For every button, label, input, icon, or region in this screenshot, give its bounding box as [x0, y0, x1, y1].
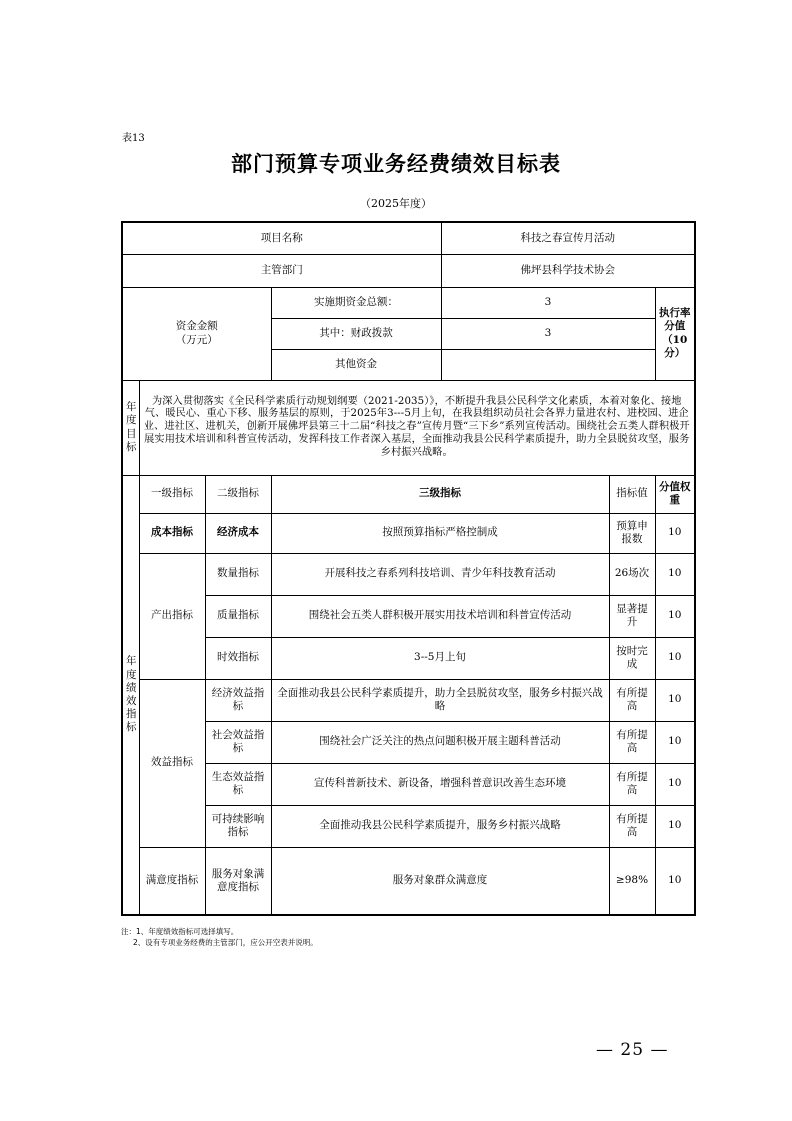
- value-cell: 显著提升: [609, 595, 655, 637]
- level3-cell: 3--5月上旬: [271, 637, 609, 679]
- department-row: [122, 254, 695, 287]
- table-row: [122, 763, 695, 805]
- level2-cell: 服务对象满意度指标: [205, 847, 271, 915]
- annual-goal-row: [122, 380, 695, 475]
- value-cell: 26场次: [609, 553, 655, 595]
- budget-year: （2025年度）: [360, 197, 432, 210]
- header-level2: 二级指标: [205, 475, 271, 513]
- table-number: 表13: [122, 133, 145, 144]
- level3-cell: 全面推动我县公民科学素质提升，助力全县脱贫攻坚，服务乡村振兴战略: [271, 679, 609, 721]
- value-cell: 有所提高: [609, 763, 655, 805]
- funds-fiscal-value: 3: [441, 318, 655, 349]
- level3-cell: 围绕社会广泛关注的热点问题积极开展主题科普活动: [271, 721, 609, 763]
- header-level3: 三级指标: [271, 475, 609, 513]
- weight-cell: 10: [655, 847, 695, 915]
- weight-cell: 10: [655, 805, 695, 847]
- weight-cell: 10: [655, 595, 695, 637]
- table-row: [122, 553, 695, 595]
- value-cell: 预算申报数: [609, 513, 655, 553]
- value-cell: 有所提高: [609, 805, 655, 847]
- level3-cell: 服务对象群众满意度: [271, 847, 609, 915]
- project-name-label: 项目名称: [122, 222, 441, 254]
- weight-cell: 10: [655, 679, 695, 721]
- value-cell: ≥98%: [609, 847, 655, 915]
- funds-total-label: 实施期资金总额：: [271, 287, 441, 318]
- table-row: [122, 637, 695, 679]
- table-notes: [121, 927, 318, 949]
- table-row: [122, 679, 695, 721]
- funds-other-label: 其他资金: [271, 349, 441, 380]
- table-row: [122, 721, 695, 763]
- project-name-row: [122, 222, 695, 254]
- annual-goal-text: 为深入贯彻落实《全民科学素质行动规划纲要（2021-2035）》，不断提升我县公民科学文化素质，本着对象化、接地气、暖民心、重心下移、服务基层的原则，于2025年3---5月上旬，在我县组织动员社会各界力量进农村、进校园、进企业、进社区、进机关，创新开展佛坪县第三十二届“科技之春”宣传月暨“三下乡”系列宣传活动。围绕社会五类人群积极开展实用技术培训和科普宣传活动，发挥科技工作者深入基层，全面推动我县公民科学素质提升，助力全县脱贫攻坚，服务乡村振兴战略。: [139, 380, 695, 475]
- level2-cell: 数量指标: [205, 553, 271, 595]
- header-weight: 分值权重: [655, 475, 695, 513]
- level2-cell: 质量指标: [205, 595, 271, 637]
- indicator-header-row: [122, 475, 695, 513]
- level1-cell: 效益指标: [139, 679, 205, 847]
- weight-cell: 10: [655, 637, 695, 679]
- value-cell: 有所提高: [609, 679, 655, 721]
- level3-cell: 宣传科普新技术、新设备，增强科普意识改善生态环境: [271, 763, 609, 805]
- funds-total-value: 3: [441, 287, 655, 318]
- weight-cell: 10: [655, 513, 695, 553]
- performance-goal-table: [121, 221, 696, 916]
- level1-cell: 满意度指标: [139, 847, 205, 915]
- page-title: 部门预算专项业务经费绩效目标表: [231, 152, 561, 176]
- funds-label-line1: 资金金额: [175, 320, 218, 333]
- table-row: [122, 847, 695, 915]
- level3-cell: 开展科技之春系列科技培训、青少年科技教育活动: [271, 553, 609, 595]
- level1-cell: 成本指标: [139, 513, 205, 553]
- level3-cell: 围绕社会五类人群积极开展实用技术培训和科普宣传活动: [271, 595, 609, 637]
- header-level1: 一级指标: [139, 475, 205, 513]
- value-cell: 有所提高: [609, 721, 655, 763]
- level1-cell: 产出指标: [139, 553, 205, 679]
- funds-label-line2: （万元）: [175, 333, 218, 346]
- weight-cell: 10: [655, 721, 695, 763]
- level3-cell: 按照预算指标严格控制成: [271, 513, 609, 553]
- value-cell: 按时完成: [609, 637, 655, 679]
- funds-fiscal-label: 其中：财政拨款: [271, 318, 441, 349]
- level2-cell: 经济效益指标: [205, 679, 271, 721]
- funds-label: [122, 287, 271, 380]
- note-line-1: 注：1、年度绩效指标可选择填写。: [121, 927, 239, 936]
- department-label: 主管部门: [122, 254, 441, 287]
- header-value: 指标值: [609, 475, 655, 513]
- note-line-2: 2、设有专项业务经费的主管部门，应公开空表并说明。: [133, 937, 318, 947]
- annual-goal-label: 年度目标: [122, 380, 139, 475]
- funds-total-row: [122, 287, 695, 318]
- department-value: 佛坪县科学技术协会: [441, 254, 695, 287]
- page-number: — 25 —: [596, 1040, 669, 1060]
- execution-rate-score: 执行率分值（10分）: [655, 287, 695, 380]
- level2-cell: 生态效益指标: [205, 763, 271, 805]
- funds-other-value: [441, 349, 655, 380]
- project-name-value: 科技之春宣传月活动: [441, 222, 695, 254]
- table-row: [122, 595, 695, 637]
- annual-indicators-label: 年度绩效指标: [122, 475, 139, 915]
- level2-cell: 经济成本: [205, 513, 271, 553]
- weight-cell: 10: [655, 763, 695, 805]
- table-row: [122, 805, 695, 847]
- level2-cell: 社会效益指标: [205, 721, 271, 763]
- level2-cell: 可持续影响指标: [205, 805, 271, 847]
- level2-cell: 时效指标: [205, 637, 271, 679]
- weight-cell: 10: [655, 553, 695, 595]
- level3-cell: 全面推动我县公民科学素质提升，服务乡村振兴战略: [271, 805, 609, 847]
- table-row: [122, 513, 695, 553]
